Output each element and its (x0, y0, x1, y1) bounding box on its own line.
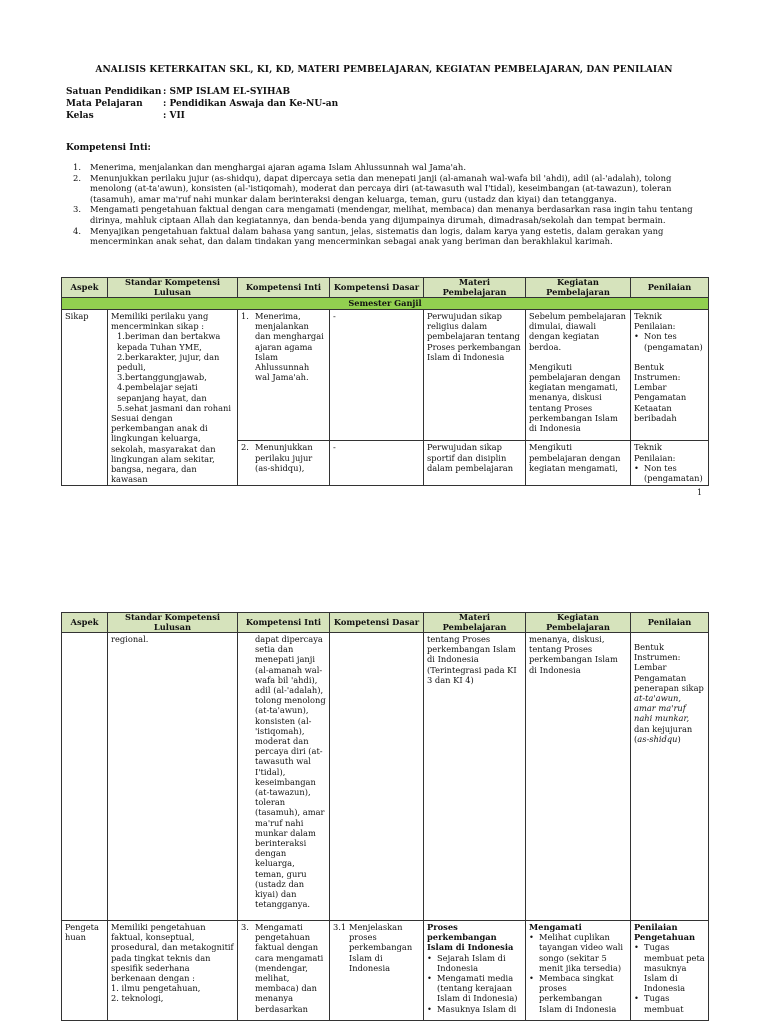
ki-text: Mengamati pengetahuan faktual dengan cara mengamati (mendengar, melihat, membaca) dan menanya berdasarkan (255, 922, 324, 1014)
skl-intro: Memiliki pengetahuan faktual, konseptual, prosedural, dan metakognitif pada tingkat teknis dan spesifik sederhana berkenaan dengan : (111, 922, 234, 984)
bullet-icon: • (634, 993, 639, 1004)
list-text: Menunjukkan perilaku jujur (as-shidqu), dapat dipercaya setia dan menepati janji (al-amanah wal-wafa bil 'ahdi), adil (al-'adalah), tolong menolong (at-ta'awun), konsisten (al-'istiqomah), moderat dan percaya diri (at-tawasuth wal I'tidal), keseimbangan (at-tawazun), toleran (tasamuh), amar ma'ruf nahi munkar dalam berinteraksi dengan keluarga, teman, guru (ustadz dan kiyai) dan tetangganya. (90, 172, 672, 204)
kd-text: Menjelaskan proses perkembangan Islam di Indonesia (349, 922, 413, 973)
kd-cell: - (330, 441, 424, 486)
list-number: 3. (73, 204, 81, 215)
identity-row (66, 110, 338, 122)
ki-cell (238, 310, 330, 441)
identity-value: : Pendidikan Aswaja dan Ke-NU-an (163, 99, 339, 109)
materi-cell: Perwujudan sikap religius dalam pembelajaran tentang Proses perkembangan Islam di Indonesia (424, 310, 526, 441)
identity-value: : SMP ISLAM EL-SYIHAB (163, 87, 291, 97)
kompetensi-inti-heading: Kompetensi Inti: (66, 143, 151, 153)
skl-item: 1. ilmu pengetahuan, (111, 983, 201, 994)
bullet-icon: • (427, 973, 432, 984)
header-aspek: Aspek (62, 278, 108, 298)
penilaian-text: Bentuk Instrumen: Lembar Pengamatan Ketaatan beribadah (634, 361, 687, 423)
page-number: 1 (697, 488, 703, 497)
semester-row (62, 298, 709, 310)
table-header-row (62, 613, 709, 633)
table-header-row (62, 278, 709, 298)
ki-cell (238, 441, 330, 486)
penilaian-heading: Penilaian Pengetahuan (634, 922, 696, 943)
penilaian-text: ) (677, 733, 681, 744)
ki-number: 2. (241, 442, 249, 453)
list-item (634, 993, 705, 1013)
skl-cell (108, 921, 238, 1021)
table-row (62, 310, 709, 441)
materi-heading: Proses perkembangan Islam di Indonesia (427, 922, 514, 953)
identity-row (66, 86, 338, 98)
list-text: Mengamati pengetahuan faktual dengan cara mengamati (mendengar, melihat, membaca) dan menanya berdasarkan rasa ingin tahu tentang dirinya, mahluk ciptaan Allah dan kegiatannya, dan benda-benda yang dijumpainya dirumah, dimadrasah/sekolah dan tempat bermain. (90, 204, 693, 225)
skl-item: 2.berkarakter, jujur, dan peduli, (117, 351, 220, 373)
penilaian-text: Bentuk Instrumen: Lembar Pengamatan penerapan sikap (634, 642, 704, 693)
header-aspek: Aspek (62, 613, 108, 633)
penilaian-cell (631, 441, 709, 486)
penilaian-text: dan kejujuran ( (634, 723, 693, 744)
table-row (62, 633, 709, 921)
kd-number: 3.1 (333, 922, 347, 932)
bullet-icon: • (529, 973, 534, 984)
header-penilaian: Penilaian (631, 613, 709, 633)
bullet-icon: • (634, 331, 639, 342)
list-item (66, 162, 706, 173)
ki-cell (238, 633, 330, 921)
skl-cell (108, 310, 238, 486)
penilaian-heading: Teknik Penilaian: (634, 442, 676, 463)
list-item (529, 932, 627, 973)
skl-item: 1.beriman dan bertakwa kepada Tuhan YME, (117, 331, 221, 352)
ki-text: Menerima, menjalankan dan menghargai ajaran agama Islam Ahlussunnah wal Jama'ah. (255, 311, 324, 383)
ki-number: 1. (241, 311, 249, 321)
analysis-table (61, 277, 709, 486)
kd-cell: - (330, 310, 424, 441)
kegiatan-item: Membaca singkat proses perkembangan Islam di Indonesia (539, 973, 617, 1014)
list-item (529, 973, 627, 1014)
kompetensi-inti-list (66, 162, 706, 247)
aspek-cell (62, 633, 108, 921)
ki-cell (238, 921, 330, 1021)
list-number: 1. (73, 162, 81, 172)
materi-item: Mengamati media (tentang kerajaan Islam di Indonesia) (437, 973, 518, 1004)
identity-block (66, 86, 338, 122)
penilaian-item: Tugas membuat peta masuknya Islam di Indonesia (644, 942, 705, 994)
skl-intro: Memiliki perilaku yang mencerminkan sikap : (111, 311, 209, 332)
kegiatan-heading: Mengamati (529, 922, 582, 932)
header-penilaian: Penilaian (631, 278, 709, 298)
bullet-icon: • (634, 942, 639, 953)
skl-item: 2. teknologi, (111, 993, 164, 1004)
list-item (427, 953, 522, 973)
penilaian-text: as-shidqu (637, 733, 678, 744)
ki-number: 3. (241, 922, 249, 932)
ki-text: Menunjukkan perilaku jujur (as-shidqu), (255, 442, 313, 473)
list-item (66, 173, 706, 205)
list-text: Menerima, menjalankan dan menghargai ajaran agama Islam Ahlussunnah wal Jama'ah. (90, 162, 466, 172)
penilaian-text: at-ta'awun, amar ma'ruf nahi munkar, (634, 693, 690, 724)
identity-label: Satuan Pendidikan (66, 87, 162, 97)
identity-label: Kelas (66, 111, 94, 121)
bullet-icon: • (427, 952, 432, 963)
skl-item: 3.bertanggungjawab, (117, 372, 207, 383)
header-ki: Kompetensi Inti (238, 278, 330, 298)
ki-text: dapat dipercaya setia dan menepati janji (al-amanah wal-wafa bil 'ahdi), adil (al-'adalah), tolong menolong (at-ta'awun), konsisten (al-'istiqomah), moderat dan percaya diri (at-tawasuth wal I'tidal), keseimbangan (at-tawazun), toleran (tasamuh), amar ma'ruf nahi munkar dalam berinteraksi dengan keluarga, teman, guru (ustadz dan kiyai) dan tetangganya. (255, 634, 326, 910)
kd-cell (330, 633, 424, 921)
penilaian-bullet: Non tes (pengamatan) (644, 331, 703, 352)
aspek-cell: Pengeta huan (62, 921, 108, 1021)
header-ki: Kompetensi Inti (238, 613, 330, 633)
header-skl: Standar Kompetensi Lulusan (108, 278, 238, 298)
penilaian-cell (631, 633, 709, 921)
identity-value: : VII (163, 111, 185, 121)
skl-outro: Sesuai dengan perkembangan anak di lingkungan keluarga, sekolah, masyarakat dan lingkungan alam sekitar, bangsa, negara, dan kawasan (111, 413, 216, 485)
skl-item: 5.sehat jasmani dan rohani (117, 402, 232, 413)
header-skl: Standar Kompetensi Lulusan (108, 613, 238, 633)
skl-item: 4.pembelajar sejati sepanjang hayat, dan (117, 382, 207, 403)
penilaian-item: Tugas membuat (644, 993, 684, 1014)
kegiatan-cell (526, 921, 631, 1021)
kegiatan-text: Mengikuti pembelajaran dengan kegiatan mengamati, menanya, diskusi tentang Proses perkembangan Islam di Indonesia (529, 361, 621, 434)
skl-cell: regional. (108, 633, 238, 921)
penilaian-bullet: Non tes (pengamatan) (644, 462, 703, 484)
document-page-2 (0, 600, 768, 1024)
list-item (427, 973, 522, 1004)
kegiatan-cell: menanya, diskusi, tentang Proses perkembangan Islam di Indonesia (526, 633, 631, 921)
bullet-icon: • (427, 1003, 432, 1014)
list-number: 4. (73, 225, 81, 236)
materi-cell: Perwujudan sikap sportif dan disiplin dalam pembelajaran (424, 441, 526, 486)
list-item (66, 226, 706, 247)
kegiatan-cell: Mengikuti pembelajaran dengan kegiatan mengamati, (526, 441, 631, 486)
materi-item: Masuknya Islam di (437, 1003, 517, 1014)
penilaian-heading: Teknik Penilaian: (634, 311, 676, 332)
list-text: Menyajikan pengetahuan faktual dalam bahasa yang santun, jelas, sistematis dan logis, dalam karya yang estetis, dalam gerakan yang mencerminkan anak sehat, dan dalam tindakan yang mencerminkan sebagai anak yang beriman dan berakhlakul karimah. (90, 225, 664, 247)
list-item (634, 942, 705, 993)
kegiatan-item: Melihat cuplikan tayangan video wali songo (sekitar 5 menit jika tersedia) (539, 932, 624, 973)
semester-label: Semester Ganjil (62, 298, 709, 310)
materi-cell: tentang Proses perkembangan Islam di Indonesia (Terintegrasi pada KI 3 dan KI 4) (424, 633, 526, 921)
identity-label: Mata Pelajaran (66, 99, 143, 109)
materi-cell (424, 921, 526, 1021)
list-item (634, 463, 705, 483)
document-title: ANALISIS KETERKAITAN SKL, KI, KD, MATERI PEMBELAJARAN, KEGIATAN PEMBELAJARAN, DAN PENILAIAN (95, 65, 673, 75)
header-materi: Materi Pembelajaran (424, 278, 526, 298)
penilaian-cell (631, 310, 709, 441)
identity-row (66, 98, 338, 110)
analysis-table-continued (61, 612, 709, 1021)
header-kd: Kompetensi Dasar (330, 613, 424, 633)
kd-cell (330, 921, 424, 1021)
list-item (427, 1004, 522, 1014)
header-kegiatan: Kegiatan Pembelajaran (526, 613, 631, 633)
bullet-icon: • (634, 462, 639, 473)
penilaian-cell (631, 921, 709, 1021)
list-number: 2. (73, 172, 81, 183)
header-materi: Materi Pembelajaran (424, 613, 526, 633)
materi-item: Sejarah Islam di Indonesia (437, 952, 506, 973)
list-item (66, 204, 706, 225)
table-row (62, 921, 709, 1021)
aspek-cell: Sikap (62, 310, 108, 486)
header-kd: Kompetensi Dasar (330, 278, 424, 298)
header-kegiatan: Kegiatan Pembelajaran (526, 278, 631, 298)
kegiatan-text: Sebelum pembelajaran dimulai, diawali dengan kegiatan berdoa. (529, 311, 627, 352)
list-item (634, 331, 705, 351)
page-gap (0, 520, 768, 600)
bullet-icon: • (529, 932, 534, 943)
kegiatan-cell (526, 310, 631, 441)
